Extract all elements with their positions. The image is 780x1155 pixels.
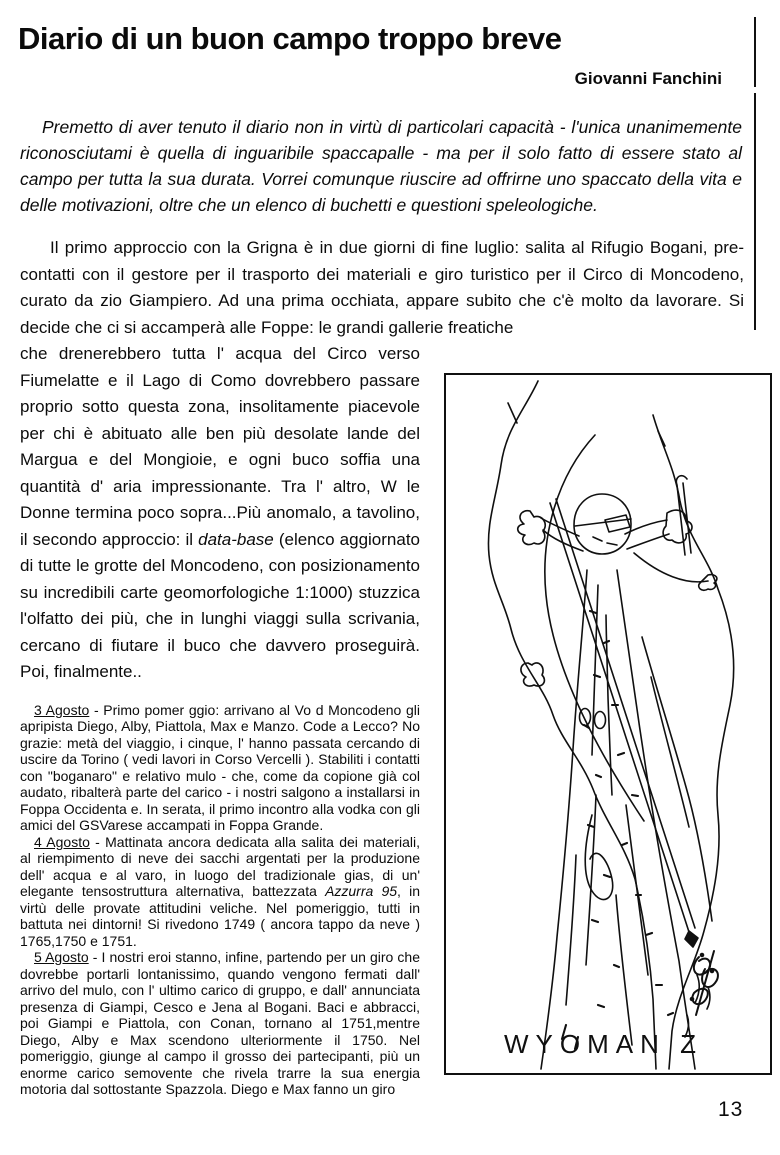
text-column bbox=[20, 341, 420, 1098]
diary-entry-5-agosto bbox=[20, 949, 420, 1098]
two-column-section bbox=[20, 341, 780, 1098]
author-byline: Giovanni Fanchini bbox=[574, 69, 722, 88]
face-marks bbox=[593, 537, 617, 545]
rock-oval bbox=[595, 712, 606, 729]
water-drips bbox=[685, 975, 710, 1037]
diary-text: - I nostri eroi stanno, infine, partendo per un giro che dovrebbe portarli lontanissimo, quando vengono fermati dall' arrivo del mulo, con l' ultimo carico di gruppo, e dall' annunciata presenza di Giampi, Cesco e Jena al Bogani. Baci e abbracci, poi Giampi e Piattola, con Conan, tornano al 1751,mentre Diego, Alby e Max scendono ulteriormente il 1750. Nel pomeriggio, giunge al campo il grosso dei partecipanti, più un enorme carico semovente che rivela trarre la sua energia motoria dal sottostante Spazzola. Diego e Max fanno un giro bbox=[20, 949, 420, 1097]
secondary-stream bbox=[651, 677, 689, 827]
right-forearm-to-wall bbox=[634, 553, 708, 582]
body-text-run: che drenerebbero tutta l' acqua del Circo verso Fiumelatte e il Lago di Como dovrebbero passare proprio sotto questa zona, insolitamente piacevole per chi è abituato alle ben più desolate lande del Margua e del Mongioie, e ogni buco soffia una quantità d' aria impressionante. Tra l' altro, W le Donne termina poco sopra...Più anomalo, a tavolino, il secondo approccio: il bbox=[20, 344, 420, 549]
diary-entry-4-agosto bbox=[20, 834, 420, 950]
diary-entries bbox=[20, 702, 420, 1098]
cascade-left-edge bbox=[541, 570, 587, 1069]
wall-crack-right bbox=[658, 431, 665, 446]
rope-arc bbox=[545, 435, 644, 821]
rope-tip bbox=[685, 931, 698, 947]
headlamp bbox=[605, 515, 630, 532]
body-paragraph-continued bbox=[20, 341, 420, 686]
rope-line bbox=[550, 503, 689, 932]
cascade-right-edge bbox=[617, 570, 695, 1069]
cascade-streak bbox=[616, 895, 632, 1045]
caver-illustration bbox=[444, 373, 772, 1075]
body-italic-term: data-base bbox=[198, 529, 274, 549]
rope-line bbox=[556, 499, 695, 928]
figure-column bbox=[420, 341, 780, 1075]
caver-drawing-svg bbox=[446, 375, 770, 1073]
helmet-band bbox=[575, 519, 631, 526]
page-number: 13 bbox=[718, 1098, 744, 1121]
diary-date: 4 Agosto bbox=[34, 833, 90, 850]
intro-paragraph: Premetto di aver tenuto il diario non in virtù di particolari capacità - l'unica unanimemente riconosciutami è quella di inguaribile spaccapalle - ma per il solo fatto di essere stato al campo per tutta la sua durata. Vorrei comunque riuscire ad offrirne uno spaccato della vita e delle motivazioni, oltre che un elenco di buchetti e questioni speleologiche. bbox=[20, 117, 742, 215]
wall-crack-left bbox=[508, 403, 517, 423]
left-glove bbox=[518, 511, 546, 545]
body-paragraph-full-width: Il primo approccio con la Grigna è in due giorni di fine luglio: salita al Rifugio Bogani, pre-contatti con il gestore per il trasporto dei materiali e giro turistico per il Circo di Moncodeno, curato da zio Giampiero. Ad una prima occhiata, appare subito che c'è molto da lavorare. Si decide che ci si accamperà alle Foppe: le grandi gallerie freatiche bbox=[20, 238, 744, 337]
helmet bbox=[574, 494, 631, 554]
rock-oval bbox=[580, 709, 591, 726]
rope-loop bbox=[585, 815, 612, 900]
cave-wall-left bbox=[488, 381, 656, 1069]
diary-text: - Mattinata ancora dedicata alla salita dei materiali, al riempimento di neve dei sacchi argentati per la produzione dell' acqua e al varo, in luogo del tradizionale gias, di un' elegante tensostruttura alternativa, battezzata bbox=[20, 833, 420, 899]
body-text-run: (elenco aggiornato di tutte le grotte del Moncodeno, con posizionamento su incredibili carte geomorfologiche 1:1000) stuzzica l'olfatto dei più, che in lunghi viaggi sulla scrivania, cercano di fiutare il buco che davvero proseguirà. Poi, finalmente.. bbox=[20, 529, 420, 681]
cave-wall-right bbox=[653, 415, 734, 1069]
cascade-streak bbox=[566, 855, 576, 1005]
diary-date: 5 Agosto bbox=[34, 949, 89, 965]
cascade-streak bbox=[626, 805, 648, 975]
page-title: Diario di un buon campo troppo breve bbox=[18, 21, 562, 56]
drip-dot bbox=[701, 954, 704, 957]
diary-text: , in virtù delle provate attitudini veliche. Nel pomeriggio, tutti in battuta nei dintorni! Si rivedono 1749 ( ancora tappo da neve ) 1765,1750 e 1751. bbox=[20, 883, 420, 949]
artist-signature bbox=[692, 951, 718, 1015]
diary-entry-3-agosto bbox=[20, 702, 420, 834]
scan-edge-line bbox=[754, 17, 756, 330]
figure-caption: WYOMAN Z bbox=[504, 1029, 703, 1059]
diary-italic-term: Azzurra 95 bbox=[325, 883, 398, 899]
diary-date: 3 Agosto bbox=[34, 701, 90, 718]
diary-text: - Primo pomer ggio: arrivano al Vo d Moncodeno gli apripista Diego, Alby, Piattola, Max e Manzo. Code a Lecco? No grazie: metà del viaggio, i cinque, l' hanno passata cercando di uscire da Torino ( vedi lavori in Corso Vercelli ). Stabiliti i contatti con "boganaro" e relativo mulo - che, come da copione già col audato, ribalterà parte del carico - i nostri salgono a installarsi in Foppa Occidenta e. In serata, il primo incontro alla vodka con gli amici del GSVarese accampati in Foppa Grande. bbox=[20, 701, 420, 833]
